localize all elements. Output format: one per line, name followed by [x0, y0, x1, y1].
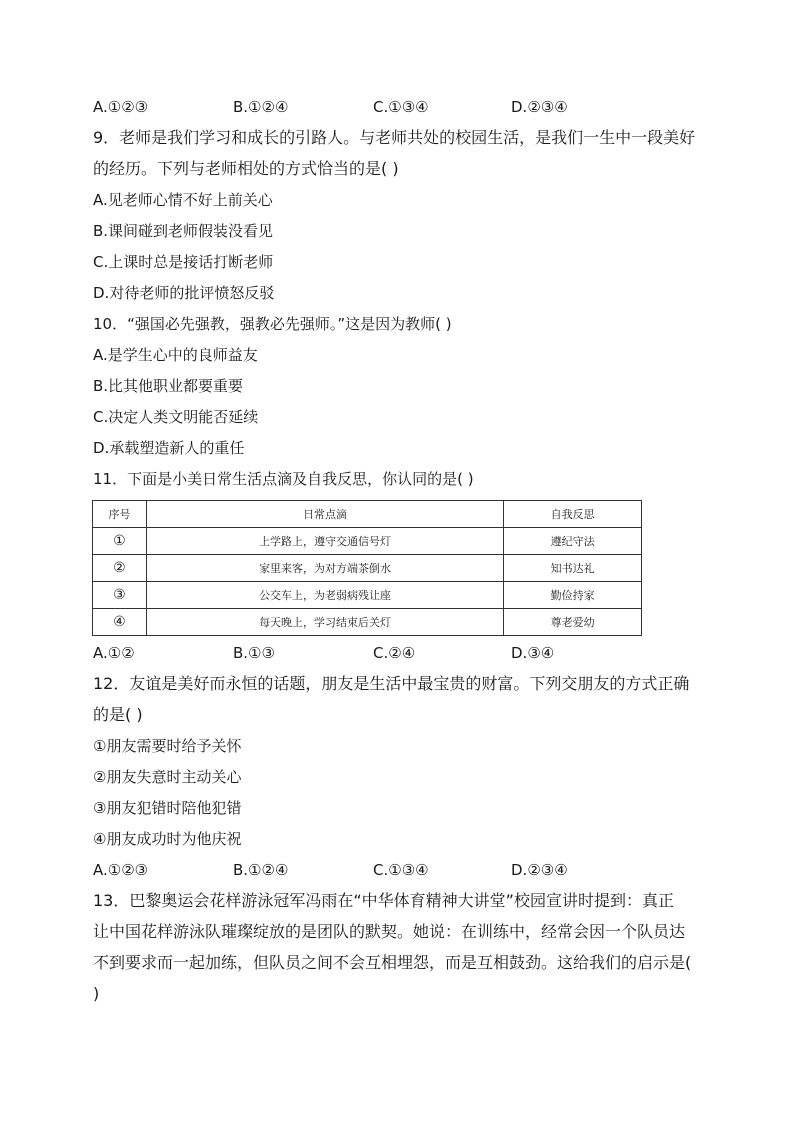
table-cell-number: ① — [93, 528, 147, 555]
q12-option-a: A.①②③ — [93, 861, 149, 879]
q9-option-a: A.见老师心情不好上前关心 — [93, 191, 273, 209]
q13-stem-line2: 让中国花样游泳队璀璨绽放的是团队的默契。她说：在训练中，经常会因一个队员达 — [93, 922, 686, 941]
table-cell-daily: 公交车上，为老弱病残让座 — [146, 582, 503, 609]
q11-option-b: B.①③ — [233, 644, 275, 662]
table-row — [93, 582, 642, 609]
q13-stem-line4: ) — [93, 984, 100, 1003]
table-cell-number: ② — [93, 555, 147, 582]
q9-stem-line1: 9．老师是我们学习和成长的引路人。与老师共处的校园生活，是我们一生中一段美好 — [93, 128, 696, 147]
q10-option-c: C.决定人类文明能否延续 — [93, 408, 259, 426]
table-row — [93, 609, 642, 636]
table-header-cell: 序号 — [93, 501, 147, 528]
q12-item-1: ①朋友需要时给予关怀 — [93, 737, 242, 755]
q9-option-d: D.对待老师的批评愤怒反驳 — [93, 284, 275, 302]
table-header-cell: 自我反思 — [504, 501, 642, 528]
table-cell-daily: 上学路上，遵守交通信号灯 — [146, 528, 503, 555]
q8-option-d: D.②③④ — [511, 98, 568, 116]
q11-stem: 11．下面是小美日常生活点滴及自我反思，你认同的是( ) — [93, 470, 474, 488]
q9-option-c: C.上课时总是接话打断老师 — [93, 253, 274, 271]
q12-option-c: C.①③④ — [373, 861, 429, 879]
q12-stem-line2: 的是( ) — [93, 705, 143, 724]
q11-options — [93, 643, 653, 663]
q12-stem-line1: 12．友谊是美好而永恒的话题，朋友是生活中最宝贵的财富。下列交朋友的方式正确 — [93, 674, 690, 693]
q11-option-d: D.③④ — [511, 644, 555, 662]
q12-option-d: D.②③④ — [511, 861, 568, 879]
table-cell-daily: 家里来客，为对方端茶倒水 — [146, 555, 503, 582]
table-cell-number: ④ — [93, 609, 147, 636]
table-cell-reflection: 勤俭持家 — [504, 582, 642, 609]
table-cell-daily: 每天晚上，学习结束后关灯 — [146, 609, 503, 636]
q12-options — [93, 860, 653, 880]
q8-option-c: C.①③④ — [373, 98, 429, 116]
q10-option-b: B.比其他职业都要重要 — [93, 377, 244, 395]
q8-option-a: A.①②③ — [93, 98, 149, 116]
table-row — [93, 528, 642, 555]
q11-option-c: C.②④ — [373, 644, 416, 662]
table-cell-reflection: 遵纪守法 — [504, 528, 642, 555]
table-cell-reflection: 知书达礼 — [504, 555, 642, 582]
q11-table — [92, 500, 642, 636]
q10-option-a: A.是学生心中的良师益友 — [93, 346, 258, 364]
table-header-cell: 日常点滴 — [146, 501, 503, 528]
q9-option-b: B.课间碰到老师假装没看见 — [93, 222, 274, 240]
q13-stem-line1: 13．巴黎奥运会花样游泳冠军冯雨在“中华体育精神大讲堂”校园宣讲时提到：真正 — [93, 891, 674, 910]
q10-option-d: D.承载塑造新人的重任 — [93, 439, 245, 457]
table-row — [93, 555, 642, 582]
table-cell-number: ③ — [93, 582, 147, 609]
q10-stem: 10．“强国必先强教，强教必先强师。”这是因为教师( ) — [93, 315, 452, 333]
q12-item-3: ③朋友犯错时陪他犯错 — [93, 799, 242, 817]
table-header-row — [93, 501, 642, 528]
q12-item-4: ④朋友成功时为他庆祝 — [93, 830, 242, 848]
q8-options — [93, 97, 653, 117]
q9-stem-line2: 的经历。下列与老师相处的方式恰当的是( ) — [93, 159, 399, 178]
q13-stem-line3: 不到要求而一起加练，但队员之间不会互相埋怨，而是互相鼓劲。这给我们的启示是( — [93, 953, 692, 972]
q8-option-b: B.①②④ — [233, 98, 289, 116]
q11-option-a: A.①② — [93, 644, 135, 662]
q12-item-2: ②朋友失意时主动关心 — [93, 768, 242, 786]
q12-option-b: B.①②④ — [233, 861, 289, 879]
table-cell-reflection: 尊老爱幼 — [504, 609, 642, 636]
